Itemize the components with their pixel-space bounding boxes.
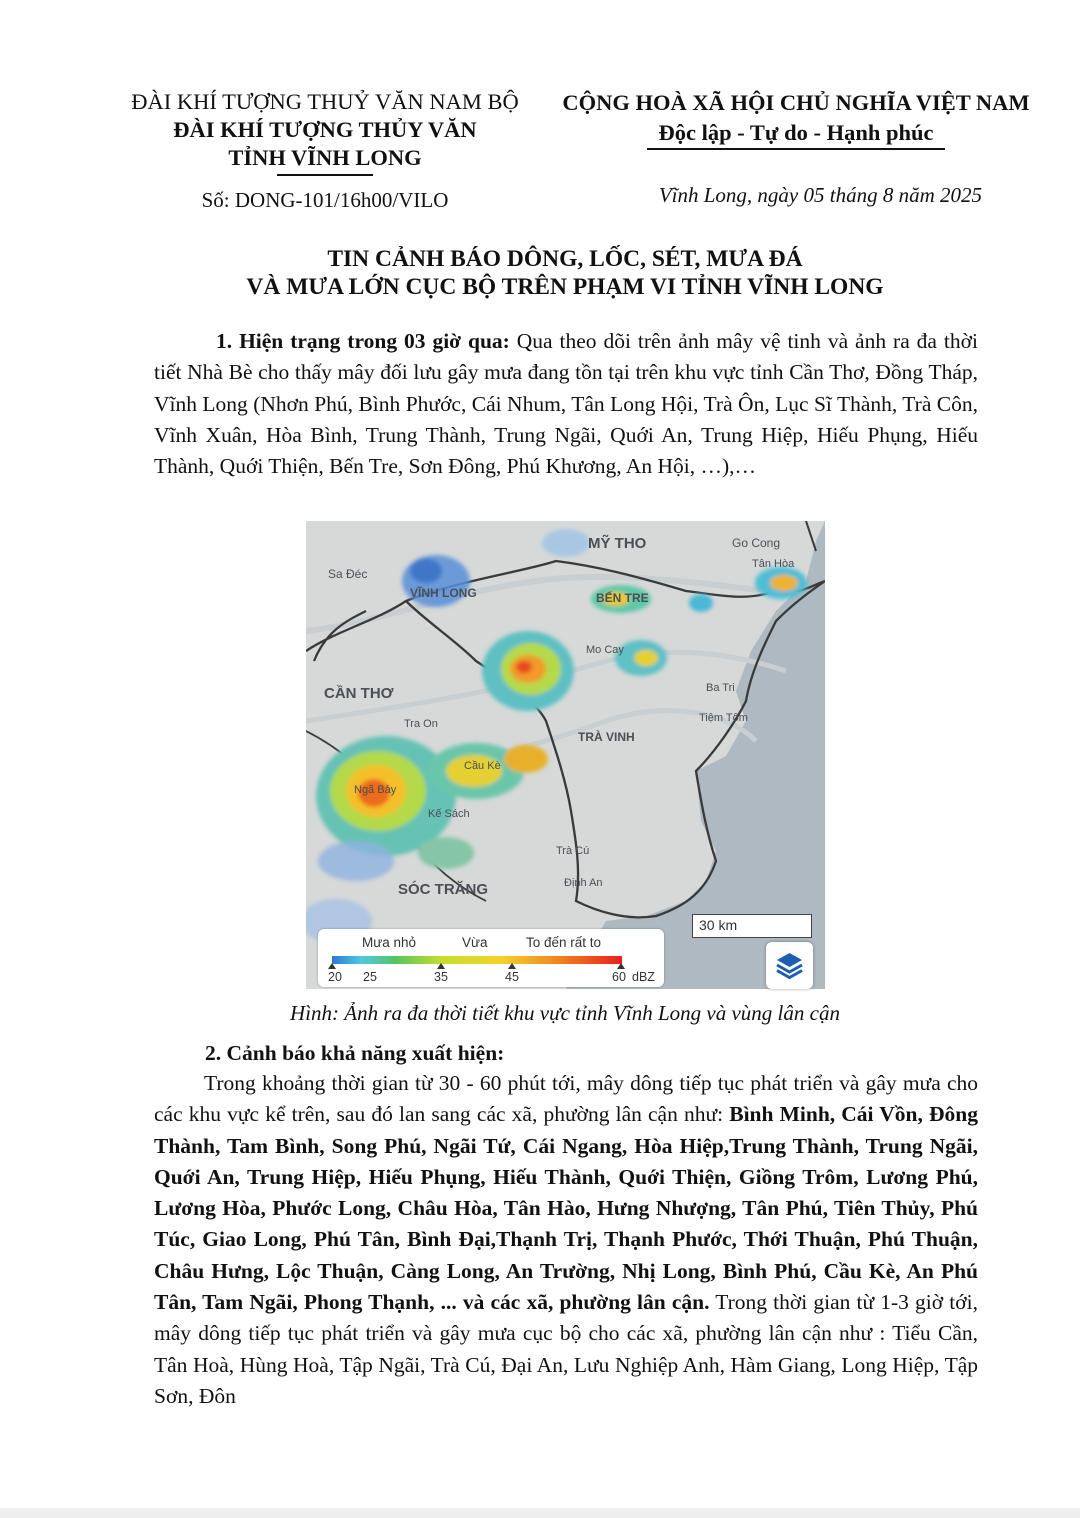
- section-1-paragraph: [154, 326, 978, 482]
- section-1-text: Qua theo dõi trên ảnh mây vệ tinh và ảnh ra đa thời tiết Nhà Bè cho thấy mây đối lưu gây mưa đang tồn tại trên khu vực tỉnh Cần Thơ, Đồng Tháp, Vĩnh Long (Nhơn Phú, Bình Phước, Cái Nhum, Tân Long Hội, Trà Ôn, Lục Sĩ Thành, Trà Côn, Vĩnh Xuân, Hòa Bình, Trung Thành, Trung Ngãi, Quới An, Trung Hiệp, Hiếu Phụng, Hiếu Thành, Quới Thiện, Bến Tre, Sơn Đông, Phú Khương, An Hội, …),…: [154, 329, 978, 479]
- issuer-block: [105, 88, 545, 214]
- title-line-1: TIN CẢNH BÁO DÔNG, LỐC, SÉT, MƯA ĐÁ: [327, 246, 803, 272]
- label-tra-vinh: TRÀ VINH: [578, 730, 635, 744]
- issuer-underline: [277, 174, 373, 176]
- label-cau-ke: Cầu Kè: [464, 760, 501, 772]
- legend-marker: [328, 963, 336, 969]
- legend-tick-20: 20: [328, 970, 342, 984]
- label-mo-cay: Mo Cay: [586, 644, 624, 656]
- label-tra-on: Tra On: [404, 718, 438, 730]
- section-2-text-b: Trong thời gian từ 1-3 giờ tới, mây dông tiếp tục phát triển và gây mưa cục bộ cho các xã, phường lân cận như : Tiểu Cần, Tân Hoà, Hùng Hoà, Tập Ngãi, Trà Cú, Đại An, Lưu Nghiệp Anh, Hàm Giang, Long Hiệp, Tập Sơn, Đôn: [154, 1290, 978, 1408]
- map-scale-bar: 30 km: [692, 914, 812, 938]
- section-2-paragraph: [154, 1068, 978, 1412]
- label-go-cong: Go Cong: [732, 536, 781, 550]
- label-ben-tre: BẾN TRE: [596, 591, 649, 605]
- motto-underline: [647, 148, 945, 150]
- national-motto-block: [548, 88, 1044, 150]
- label-tiem-tom: Tiệm Tôm: [699, 712, 748, 724]
- label-tra-cu: Trà Cú: [556, 845, 590, 857]
- page-bottom-edge: [0, 1508, 1080, 1518]
- doc-title: [110, 245, 1020, 301]
- legend-tick-45: 45: [505, 970, 519, 984]
- legend-light-label: Mưa nhỏ: [362, 935, 417, 950]
- label-dinh-an: Định An: [564, 877, 603, 889]
- legend-tick-25: 25: [363, 970, 377, 984]
- doc-number: Số: DONG-101/16h00/VILO: [201, 187, 449, 212]
- legend-marker: [617, 963, 625, 969]
- motto: Độc lập - Tự do - Hạnh phúc: [658, 120, 934, 145]
- section-1-heading: 1. Hiện trạng trong 03 giờ qua:: [216, 329, 510, 353]
- legend-color-bar: [332, 956, 622, 964]
- agency-name: ĐÀI KHÍ TƯỢNG THỦY VĂN: [173, 117, 477, 142]
- legend-unit: dBZ: [632, 970, 655, 984]
- legend-marker: [508, 963, 516, 969]
- label-my-tho: MỸ THO: [588, 535, 647, 552]
- country-name: CỘNG HOÀ XÃ HỘI CHỦ NGHĨA VIỆT NAM: [562, 90, 1030, 115]
- legend-moderate-label: Vừa: [462, 935, 488, 950]
- legend-tick-35: 35: [434, 970, 448, 984]
- label-can-tho: CẦN THƠ: [324, 685, 394, 702]
- label-ba-tri: Ba Tri: [706, 682, 735, 694]
- section-2-text-a: Trong khoảng thời gian từ 30 - 60 phút tới, mây dông tiếp tục phát triển và gây mưa cho các khu vực kể trên, sau đó lan sang các xã, phường lân cận như:: [154, 1071, 978, 1127]
- agency-province: TỈNH VĨNH LONG: [228, 145, 422, 170]
- label-nga-bay: Ngã Bảy: [354, 784, 397, 796]
- radar-legend: [318, 929, 664, 987]
- legend-heavy-label: To đến rất to: [526, 935, 602, 950]
- layers-button[interactable]: [766, 942, 813, 989]
- section-2-heading: 2. Cảnh báo khả năng xuất hiện:: [205, 1041, 505, 1065]
- legend-tick-60: 60: [612, 970, 626, 984]
- label-ke-sach: Kế Sách: [428, 808, 470, 820]
- label-vinh-long: VĨNH LONG: [410, 586, 477, 600]
- section-2-bold-areas: Bình Minh, Cái Vồn, Đông Thành, Tam Bình, Song Phú, Ngãi Tứ, Cái Ngang, Hòa Hiệp,Trung Thành, Trung Ngãi, Quới An, Trung Hiệp, Hiếu Phụng, Hiếu Thành, Quới Thiện, Giồng Trôm, Lương Phú, Lương Hòa, Phước Long, Châu Hòa, Tân Hào, Hưng Nhượng, Tân Phú, Tiên Thủy, Phú Túc, Giao Long, Phú Tân, Bình Đại,Thạnh Trị, Thạnh Phước, Thới Thuận, Phú Thuận, Châu Hưng, Lộc Thuận, Càng Long, An Trường, Nhị Long, Bình Phú, Cầu Kè, An Phú Tân, Tam Ngãi, Phong Thạnh, ... và các xã, phường lân cận.: [154, 1102, 978, 1315]
- label-soc-trang: SÓC TRĂNG: [398, 881, 488, 898]
- doc-date: Vĩnh Long, ngày 05 tháng 8 năm 2025: [658, 183, 982, 207]
- layers-icon: [766, 942, 813, 989]
- figure-caption: Hình: Ảnh ra đa thời tiết khu vực tỉnh Vĩnh Long và vùng lân cận: [290, 1001, 840, 1025]
- legend-marker: [437, 963, 445, 969]
- parent-agency: ĐÀI KHÍ TƯỢNG THUỶ VĂN NAM BỘ: [131, 89, 519, 114]
- title-line-2: VÀ MƯA LỚN CỤC BỘ TRÊN PHẠM VI TỈNH VĨNH LONG: [246, 274, 884, 300]
- label-sa-dec: Sa Đéc: [328, 567, 368, 581]
- label-tan-hoa: Tân Hòa: [752, 558, 795, 570]
